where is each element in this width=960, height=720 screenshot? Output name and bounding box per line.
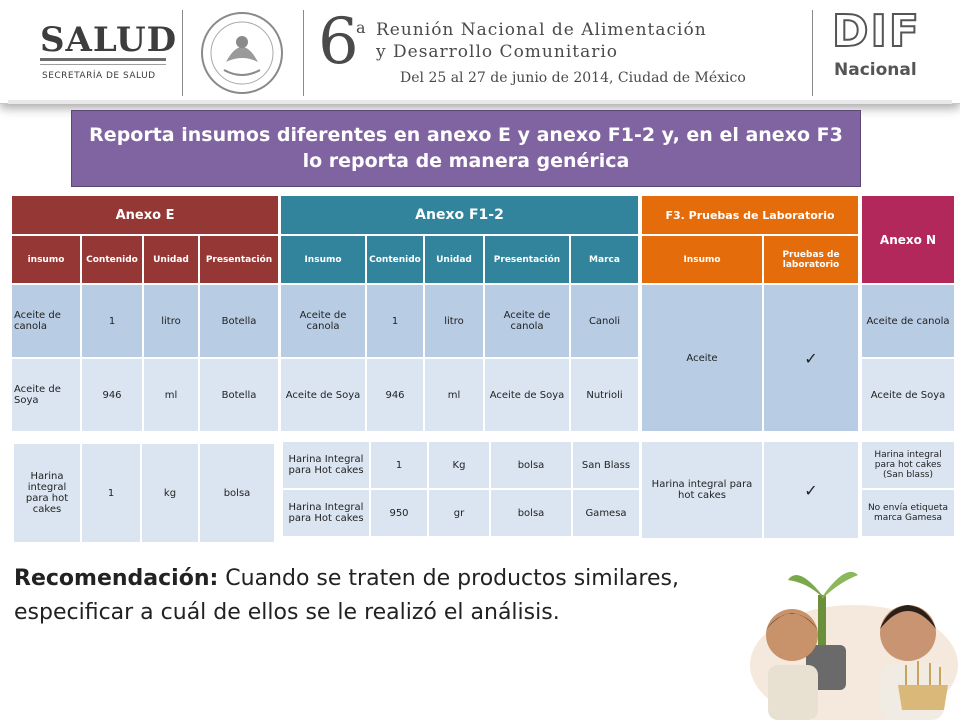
anexo-n-table [860,194,956,433]
header-separator [812,10,813,96]
table-cell: No envía etiqueta marca Gamesa [862,490,954,536]
table-cell: Aceite de Soya [12,359,80,431]
event-number: 6 [318,5,359,79]
table-cell: Gamesa [573,490,639,536]
dif-logo-subtitle: Nacional [834,60,917,80]
slide-title-line2: lo reporta de manera genérica [302,150,630,172]
column-header: insumo [12,236,80,283]
event-title-line2: y Desarrollo Comunitario [376,42,619,62]
column-header: Insumo [642,236,762,283]
table-cell: 1 [371,442,427,488]
column-header: Pruebas de laboratorio [764,236,858,283]
slide-title [71,110,861,187]
table-cell: Harina integral para hot cakes [642,442,762,538]
table-row [283,490,639,536]
slide-title-line1: Reporta insumos diferentes en anexo E y anexo F1-2 y, en el anexo F3 [89,124,843,146]
column-header: Contenido [367,236,423,283]
table-cell: Botella [200,285,278,357]
salud-logo-line-thin [40,64,166,65]
column-header: Contenido [82,236,142,283]
recommendation-body: Cuando se traten de productos similares, especificar a cuál de ellos se le realizó el análisis. [14,566,679,625]
children-photo [748,525,960,720]
table-cell: Harina Integral para Hot cakes [283,490,369,536]
anexo-e-title: Anexo E [12,196,278,234]
table-cell: Aceite [642,285,762,431]
table-cell: Harina Integral para Hot cakes [283,442,369,488]
column-header: Unidad [144,236,198,283]
table-row [281,359,638,431]
table-cell: Aceite de Soya [485,359,569,431]
table-cell: ml [144,359,198,431]
salud-logo-text: SALUD [40,20,178,60]
anexo-e-table [10,194,280,433]
recommendation-label: Recomendación: [14,566,219,591]
header-rule [8,100,952,104]
table-row [283,442,639,488]
table-cell: litro [425,285,483,357]
table-cell: litro [144,285,198,357]
salud-logo-subtitle: SECRETARÍA DE SALUD [42,71,156,81]
table-cell: Kg [429,442,489,488]
table-row [12,359,278,431]
event-number-superscript: a [356,18,366,37]
table-row [14,444,274,542]
salud-logo-line [40,58,166,61]
table-cell: 1 [82,285,142,357]
table-row [12,285,278,357]
table-cell: 950 [371,490,427,536]
table-cell: Aceite de canola [485,285,569,357]
column-header: Presentación [200,236,278,283]
mexico-seal-icon [196,10,288,96]
table-cell: bolsa [200,444,274,542]
table-row [862,285,954,357]
anexo-f3-table [640,194,860,433]
event-dates: Del 25 al 27 de junio de 2014, Ciudad de México [400,70,746,86]
anexo-n-title: Anexo N [862,196,954,283]
table-cell: ml [425,359,483,431]
table-cell: gr [429,490,489,536]
column-header: Unidad [425,236,483,283]
table-row [862,359,954,431]
column-header: Presentación [485,236,569,283]
table-cell: kg [142,444,198,542]
anexo-f12-table [279,194,640,433]
check-icon: ✓ [764,442,858,538]
anexo-f12-extra-table [281,440,641,538]
table-cell: 1 [367,285,423,357]
table-cell: bolsa [491,442,571,488]
anexo-n-extra-table [860,440,956,538]
header-separator [182,10,183,96]
table-cell: Harina integral para hot cakes [14,444,80,542]
header-separator [303,10,304,96]
table-cell: Harina integral para hot cakes (San blass) [862,442,954,488]
table-cell: 946 [82,359,142,431]
table-cell: Aceite de canola [281,285,365,357]
table-cell: 946 [367,359,423,431]
column-header: Insumo [281,236,365,283]
table-row [862,442,954,488]
table-cell: Aceite de Soya [281,359,365,431]
table-cell: Canoli [571,285,638,357]
table-cell: Aceite de Soya [862,359,954,431]
recommendation-text [14,562,704,630]
column-header: Marca [571,236,638,283]
table-cell: Botella [200,359,278,431]
event-title-line1: Reunión Nacional de Alimentación [376,20,707,40]
table-row [281,285,638,357]
table-row [642,285,858,431]
table-cell: bolsa [491,490,571,536]
anexo-e-extra-table [12,442,276,544]
table-cell: Aceite de canola [12,285,80,357]
table-cell: 1 [82,444,140,542]
table-cell: San Blass [573,442,639,488]
dif-logo-text: DIF [832,6,921,57]
anexo-f12-title: Anexo F1-2 [281,196,638,234]
check-icon: ✓ [764,285,858,431]
table-cell: Aceite de canola [862,285,954,357]
anexo-f3-title: F3. Pruebas de Laboratorio [642,196,858,234]
table-cell: Nutrioli [571,359,638,431]
table-row [642,442,858,538]
